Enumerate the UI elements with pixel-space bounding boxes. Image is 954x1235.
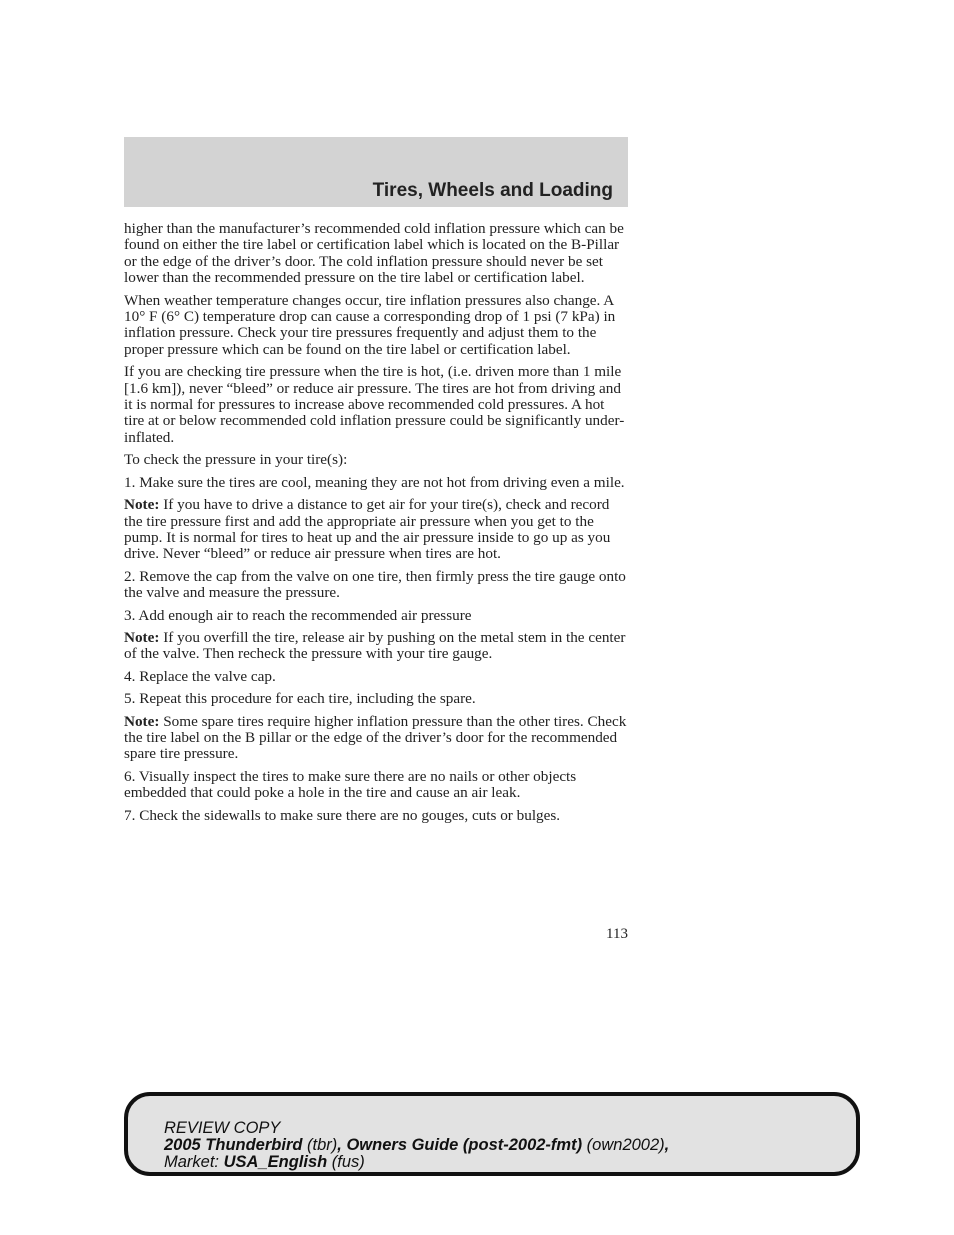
- note-label: Note:: [124, 712, 160, 730]
- market-code: (fus): [327, 1153, 365, 1171]
- note-paragraph: [124, 497, 628, 563]
- guide-name: Owners Guide (post-2002-fmt): [346, 1136, 583, 1154]
- paragraph-text: If you have to drive a distance to get air for your tire(s), check and record the tire pressure first and add the appropriate air pressure when you get to the pump. It is normal for tires to heat up and the air pressure inside to go up as you drive. Never “bleed” or reduce air pressure when tires are hot.: [124, 496, 611, 563]
- separator: ,: [664, 1136, 670, 1154]
- step-item: [124, 808, 628, 824]
- paragraph-text: When weather temperature changes occur, tire inflation pressures also change. A 10° F (6° C) temperature drop can cause a corresponding drop of 1 psi (7 kPa) in inflation pressure. Check your tire pressures frequently and adjust them to the proper pressure which can be found on the tire label or certification label.: [124, 291, 616, 358]
- body-text: [124, 221, 628, 830]
- note-paragraph: [124, 630, 628, 663]
- paragraph-text: higher than the manufacturer’s recommended cold inflation pressure which can be found on either the tire label or certification label which is located on the B-Pillar or the edge of the driver’s door. The cold inflation pressure should never be set lower than the recommended pressure on the tire label or certification label.: [124, 220, 624, 287]
- step-item: [124, 569, 628, 602]
- section-header-band: [124, 137, 628, 207]
- review-copy-label: REVIEW COPY: [164, 1119, 281, 1137]
- paragraph-text: 4. Replace the valve cap.: [124, 667, 276, 685]
- step-item: [124, 475, 628, 491]
- paragraph-text: 7. Check the sidewalls to make sure there are no gouges, cuts or bulges.: [124, 806, 561, 824]
- review-copy-text: [164, 1120, 669, 1171]
- model-code: (tbr): [302, 1136, 338, 1154]
- paragraph-text: Some spare tires require higher inflation pressure than the other tires. Check the tire label on the B pillar or the edge of the driver’s door for the recommended spare tire pressure.: [124, 712, 627, 763]
- note-label: Note:: [124, 628, 160, 646]
- model-name: 2005 Thunderbird: [164, 1136, 303, 1154]
- paragraph-text: To check the pressure in your tire(s):: [124, 451, 348, 469]
- step-item: [124, 669, 628, 685]
- paragraph-text: 2. Remove the cap from the valve on one tire, then firmly press the tire gauge onto the valve and measure the pressure.: [124, 567, 626, 602]
- step-item: [124, 769, 628, 802]
- step-item: [124, 608, 628, 624]
- review-copy-box: [124, 1092, 860, 1176]
- market-label: Market:: [164, 1153, 220, 1171]
- paragraph: [124, 364, 628, 446]
- paragraph: [124, 221, 628, 287]
- step-item: [124, 691, 628, 707]
- market-name: USA_English: [223, 1153, 328, 1171]
- paragraph: [124, 452, 628, 468]
- guide-code: (own2002): [582, 1136, 665, 1154]
- note-label: Note:: [124, 496, 160, 514]
- paragraph: [124, 293, 628, 359]
- note-paragraph: [124, 714, 628, 763]
- paragraph-text: 3. Add enough air to reach the recommended air pressure: [124, 606, 472, 624]
- review-market-line: [164, 1154, 669, 1171]
- paragraph-text: 6. Visually inspect the tires to make sure there are no nails or other objects embedded that could poke a hole in the tire and cause an air leak.: [124, 767, 577, 802]
- paragraph-text: If you overfill the tire, release air by pushing on the metal stem in the center of the valve. Then recheck the pressure with your tire gauge.: [124, 628, 626, 663]
- paragraph-text: 5. Repeat this procedure for each tire, including the spare.: [124, 690, 476, 708]
- review-guide-line: [164, 1137, 669, 1154]
- separator: ,: [337, 1136, 347, 1154]
- page-number: 113: [606, 926, 628, 942]
- paragraph-text: If you are checking tire pressure when the tire is hot, (i.e. driven more than 1 mile [1.6 km]), never “bleed” or reduce air pressure. The tires are hot from driving and it is normal for pressures to increase above recommended cold pressures. A hot tire at or below recommended cold inflation pressure could be significantly under-inflated.: [124, 363, 625, 446]
- paragraph-text: 1. Make sure the tires are cool, meaning they are not hot from driving even a mile.: [124, 473, 625, 491]
- section-title: Tires, Wheels and Loading: [372, 180, 613, 201]
